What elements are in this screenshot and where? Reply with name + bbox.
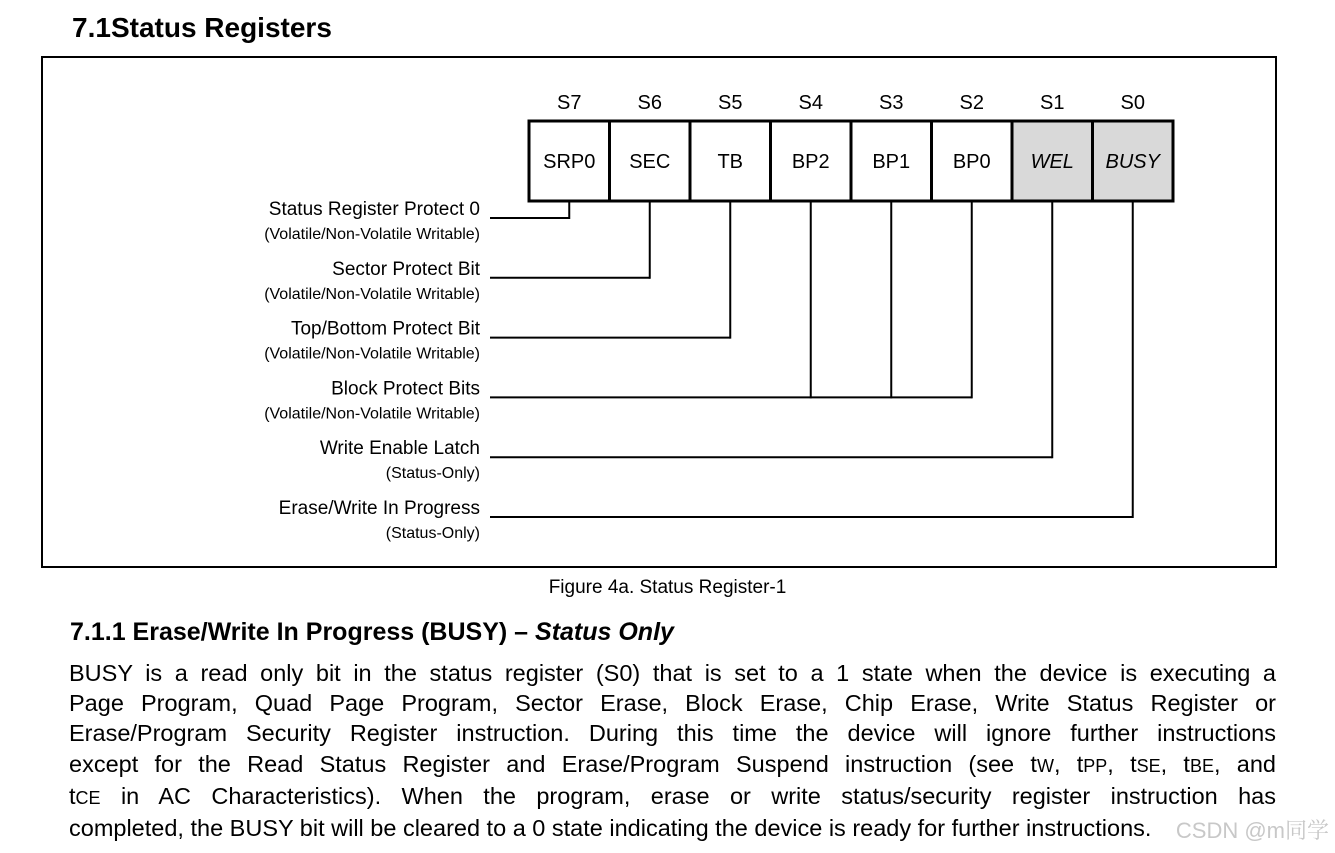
label-title: Top/Bottom Protect Bit: [290, 318, 480, 340]
label-title: Status Register Protect 0: [268, 199, 480, 220]
section-title: Status Registers: [110, 12, 332, 43]
paragraph-line: [69, 781, 1276, 813]
figure-caption: Figure 4a. Status Register-1: [548, 577, 787, 598]
label-note: (Volatile/Non-Volatile Writable): [264, 226, 480, 243]
bit-name: BUSY: [1105, 151, 1160, 173]
label-title: Write Enable Latch: [319, 438, 480, 460]
bit-name: TB: [717, 151, 744, 173]
section-number: 7.1: [72, 12, 111, 43]
paragraph-line: BUSY is a read only bit in the status register (S0) that is set to a 1 state when the device is executing a: [69, 660, 1276, 686]
label-note: (Volatile/Non-Volatile Writable): [264, 285, 480, 303]
text-run: t: [69, 782, 76, 809]
label-title: Erase/Write In Progress: [278, 498, 480, 519]
subscript-tse: SE: [1136, 755, 1161, 776]
text-run: , t: [1053, 750, 1084, 777]
label-note: (Volatile/Non-Volatile Writable): [264, 405, 480, 423]
label-title: Block Protect Bits: [331, 378, 480, 400]
subsection-heading-emphasis: Status Only: [535, 618, 674, 646]
bit-position-label: S3: [879, 92, 904, 114]
bit-name: SRP0: [543, 151, 596, 173]
bit-position-label: S4: [798, 92, 823, 114]
subsection-heading-text: 7.1.1 Erase/Write In Progress (BUSY) –: [70, 618, 536, 646]
bit-position-label: S2: [959, 92, 984, 114]
bit-position-label: S1: [1040, 92, 1065, 114]
paragraph-line: completed, the BUSY bit will be cleared to a 0 state indicating the device is ready for further instructions.: [69, 815, 1152, 842]
label-note: (Status-Only): [385, 525, 480, 542]
bit-name: BP1: [872, 151, 911, 173]
paragraph-line: [69, 749, 1276, 781]
bit-position-label: S7: [557, 92, 582, 114]
subscript-tpp: PP: [1083, 755, 1108, 776]
text-run: , t: [1107, 750, 1137, 777]
subscript-tbe: BE: [1189, 755, 1214, 776]
subscript-tw: W: [1036, 755, 1054, 776]
bit-position-label: S0: [1120, 92, 1145, 114]
label-title: Sector Protect Bit: [332, 258, 480, 280]
bit-name: BP0: [952, 151, 991, 173]
subsection-heading: [70, 618, 674, 647]
watermark: CSDN @m同学: [1175, 818, 1329, 843]
bit-position-label: S5: [718, 92, 743, 114]
bit-position-label: S6: [637, 92, 662, 114]
bit-name: SEC: [629, 151, 671, 173]
bit-name: BP2: [791, 151, 830, 173]
busy-description-paragraph: [69, 658, 1276, 843]
subscript-tce: CE: [75, 787, 101, 808]
bit-name: WEL: [1030, 151, 1074, 173]
text-run: , and: [1213, 750, 1276, 777]
label-note: (Status-Only): [385, 465, 480, 483]
text-run: except for the Read Status Register and Erase/Program Suspend instruction (see t: [69, 750, 1037, 777]
label-note: (Volatile/Non-Volatile Writable): [264, 345, 480, 363]
text-run: in AC Characteristics). When the program, erase or write status/security register instruction has: [100, 782, 1276, 809]
paragraph-line: Erase/Program Security Register instruction. During this time the device will ignore further instructions: [69, 720, 1276, 747]
text-run: , t: [1160, 750, 1190, 777]
paragraph-line: Page Program, Quad Page Program, Sector Erase, Block Erase, Chip Erase, Write Status Register or: [69, 690, 1276, 717]
